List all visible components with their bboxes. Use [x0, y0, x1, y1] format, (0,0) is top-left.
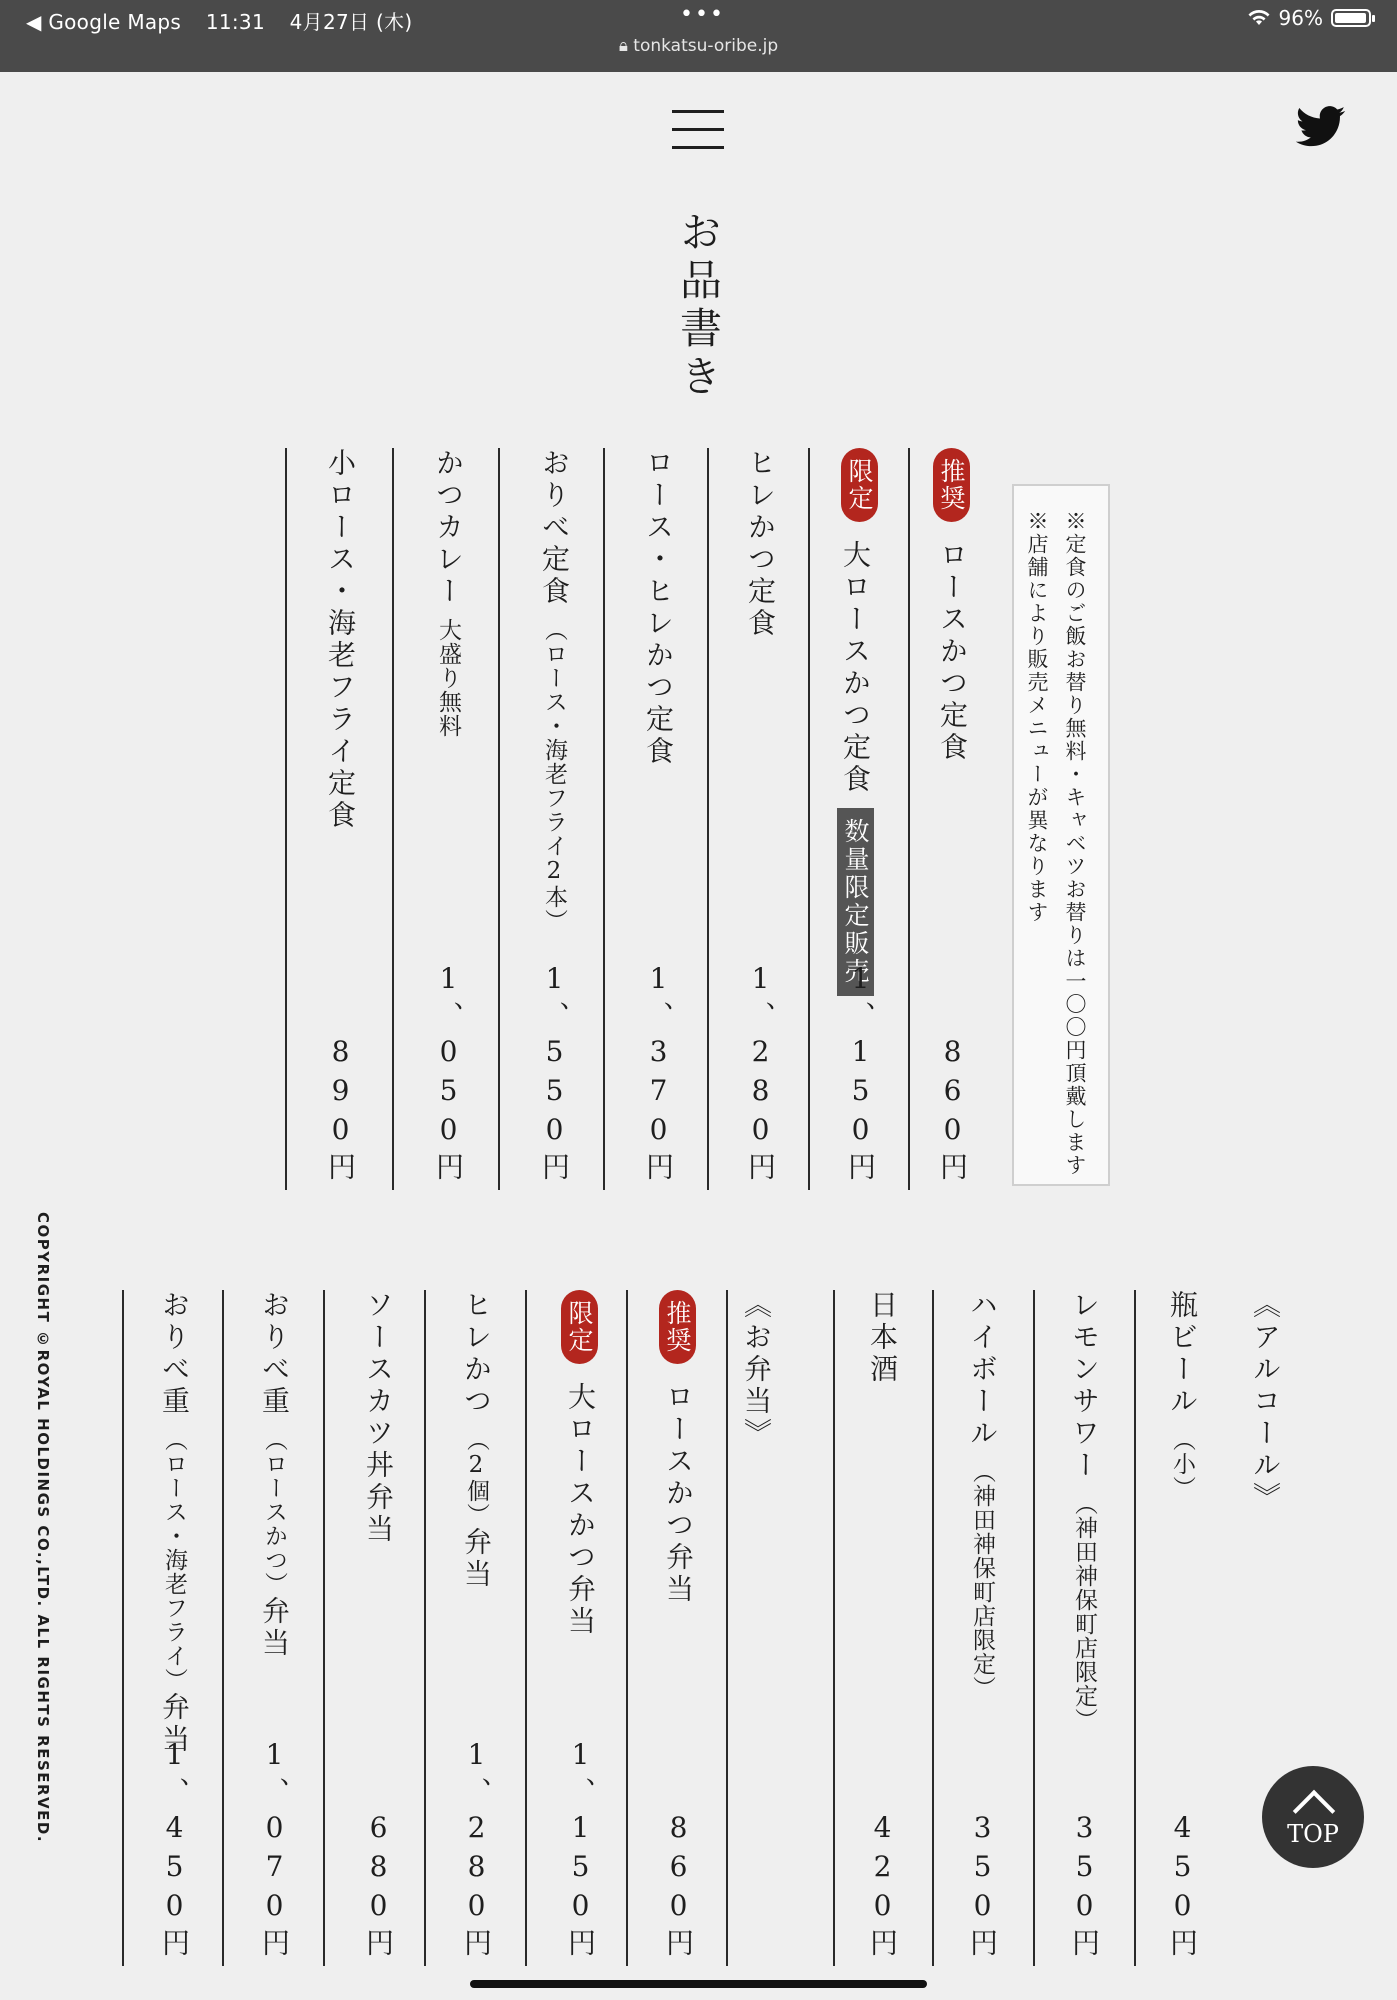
menu-item-name: かつカレー [432, 448, 465, 608]
menu-item-name: ロース・ヒレかつ定食 [642, 448, 675, 768]
menu-item-price: 1、280円 [460, 1738, 493, 1962]
menu-item-badge: 推奨 [659, 1290, 696, 1364]
menu-item-name: 大ロースかつ定食 [839, 540, 872, 796]
menu-item-name: 瓶ビール [1166, 1290, 1199, 1418]
url-bar[interactable] [0, 36, 1397, 56]
menu-item [558, 1290, 597, 1962]
menu-item-name-group [662, 1382, 695, 1606]
menu-item [454, 1290, 493, 1962]
twitter-icon[interactable] [1296, 106, 1346, 148]
menu-item-name: おりべ定食 [538, 448, 571, 608]
battery-icon [1331, 9, 1371, 27]
column-divider [122, 1290, 124, 1966]
column-divider [1033, 1290, 1035, 1966]
menu-item-price: 1、050円 [432, 962, 465, 1186]
menu-item-name-group [1166, 1290, 1199, 1500]
menu-item-name-group [936, 540, 969, 764]
menu-item-price: 350円 [966, 1811, 999, 1962]
column-divider [424, 1290, 426, 1966]
menu-item-name-group [258, 1290, 291, 1660]
menu-item-name: ヒレかつ [460, 1290, 493, 1418]
menu-item-price: 350円 [1068, 1811, 1101, 1962]
menu-item-price: 860円 [936, 1035, 969, 1186]
menu-item-price: 860円 [662, 1811, 695, 1962]
limited-quantity-tag: 数量限定販売 [837, 808, 874, 996]
column-divider [323, 1290, 325, 1966]
menu-item-note: （小） [1169, 1428, 1195, 1500]
menu-item-price: 1、280円 [744, 962, 777, 1186]
menu-item-name: ソースカツ丼弁当 [362, 1290, 395, 1546]
menu-item-name-suffix: 弁当 [460, 1527, 493, 1591]
menu-item-name-suffix: 弁当 [258, 1596, 291, 1660]
menu-item-name-group [837, 540, 874, 996]
menu-item [960, 1290, 999, 1962]
menu-item [426, 448, 465, 1186]
menu-item-badge: 限定 [561, 1290, 598, 1364]
menu-item [636, 448, 675, 1186]
menu-item-name-group [362, 1290, 395, 1546]
status-bar [0, 0, 1397, 72]
menu-item-name-group [866, 1290, 899, 1386]
menu-item-name-group [460, 1290, 493, 1591]
menu-item-name-suffix: 弁当 [158, 1692, 191, 1756]
menu-item-name-group [642, 448, 675, 768]
column-divider [707, 448, 709, 1190]
menu-item [838, 448, 877, 1186]
menu-item-name-group [432, 448, 465, 738]
menu-item-note: （ロース・海老フライ） [161, 1428, 187, 1692]
url-text: tonkatsu-oribe.jp [633, 36, 779, 56]
back-to-app-link[interactable]: ◀ Google Maps [26, 10, 182, 34]
lock-icon: 🔒︎ [618, 36, 628, 56]
menu-item-badge: 推奨 [933, 448, 970, 522]
menu-item-price: 680円 [362, 1811, 395, 1962]
menu-item-price: 890円 [324, 1035, 357, 1186]
menu-item-name-group [966, 1290, 999, 1700]
menu-item-price: 1、150円 [564, 1738, 597, 1962]
bento-heading: 《お弁当》 [740, 1290, 773, 1450]
menu-item-name: 小ロース・海老フライ定食 [324, 448, 357, 832]
menu-item [356, 1290, 395, 1962]
menu-item [656, 1290, 695, 1962]
menu-item-badge: 限定 [841, 448, 878, 522]
column-divider [222, 1290, 224, 1966]
column-divider [498, 448, 500, 1190]
menu-item-price: 1、450円 [158, 1738, 191, 1962]
note-line: ※定食のご飯お替り無料・キャベツお替りは一〇〇円頂戴します [1063, 510, 1087, 1177]
menu-item [318, 448, 357, 1186]
menu-item-note: 大盛り無料 [435, 618, 461, 738]
menu-item-name-group [324, 448, 357, 832]
page-title: お品書き [674, 210, 723, 402]
menu-item-name-group [1068, 1290, 1101, 1732]
status-right [1247, 6, 1371, 30]
column-divider [392, 448, 394, 1190]
menu-item-note: （神田神保町店限定） [1071, 1492, 1097, 1732]
menu-item-price: 1、070円 [258, 1738, 291, 1962]
menu-item-name: おりべ重 [158, 1290, 191, 1418]
menu-item [930, 448, 969, 1186]
menu-item-note: （ロース・海老フライ2本） [541, 618, 567, 933]
menu-item [860, 1290, 899, 1962]
status-left [26, 6, 430, 35]
alcohol-heading: 《アルコール》 [1249, 1290, 1282, 1514]
battery-percent: 96% [1278, 6, 1323, 30]
menu-item-note: （2個） [463, 1428, 489, 1527]
battery-level [1335, 13, 1366, 23]
menu-item [1062, 1290, 1101, 1962]
menu-item-price: 1、150円 [844, 962, 877, 1186]
column-divider [932, 1290, 934, 1966]
menu-item-name-group [158, 1290, 191, 1756]
menu-item-name-group [744, 448, 777, 640]
menu-item [532, 448, 571, 1186]
menu-item-name: ロースかつ定食 [936, 540, 969, 764]
menu-item-price: 1、370円 [642, 962, 675, 1186]
menu-item-note: （ロースかつ） [261, 1428, 287, 1596]
menu-item [738, 448, 777, 1186]
menu-item-name: おりべ重 [258, 1290, 291, 1418]
status-date: 4月27日 (木) [289, 10, 413, 34]
column-divider [525, 1290, 527, 1966]
menu-item-price: 420円 [866, 1811, 899, 1962]
column-divider [603, 448, 605, 1190]
more-dots-icon[interactable]: ••• [680, 2, 725, 27]
menu-item-name-group [564, 1382, 597, 1638]
column-divider [285, 448, 287, 1190]
menu-item-price: 1、550円 [538, 962, 571, 1186]
copyright-text: COPYRIGHT ©ROYAL HOLDINGS CO.,LTD. ALL RIGHTS RESERVED. [34, 1212, 52, 1844]
menu-item-name: レモンサワー [1068, 1290, 1101, 1482]
menu-item-note: （神田神保町店限定） [969, 1460, 995, 1700]
menu-item-name: ハイボール [966, 1290, 999, 1450]
top-button-label: TOP [1287, 1820, 1339, 1848]
menu-item-price: 450円 [1166, 1811, 1199, 1962]
menu-item-name: ロースかつ弁当 [662, 1382, 695, 1606]
notes-box [1012, 484, 1110, 1186]
column-divider [808, 448, 810, 1190]
menu-item-name: 大ロースかつ弁当 [564, 1382, 597, 1638]
hamburger-menu-button[interactable] [672, 108, 724, 150]
wifi-icon [1247, 9, 1271, 27]
menu-item [152, 1290, 191, 1962]
column-divider [908, 448, 910, 1190]
menu-item-name-group [538, 448, 571, 933]
home-indicator [470, 1980, 927, 1988]
menu-item-name: 日本酒 [866, 1290, 899, 1386]
column-divider [833, 1290, 835, 1966]
status-time: 11:31 [205, 10, 265, 34]
menu-item-name: ヒレかつ定食 [744, 448, 777, 640]
note-line: ※店舗により販売メニューが異なります [1025, 510, 1049, 924]
menu-item [252, 1290, 291, 1962]
column-divider [626, 1290, 628, 1966]
column-divider [726, 1290, 728, 1966]
back-to-top-button[interactable] [1262, 1766, 1364, 1868]
menu-item [1160, 1290, 1199, 1962]
column-divider [1134, 1290, 1136, 1966]
